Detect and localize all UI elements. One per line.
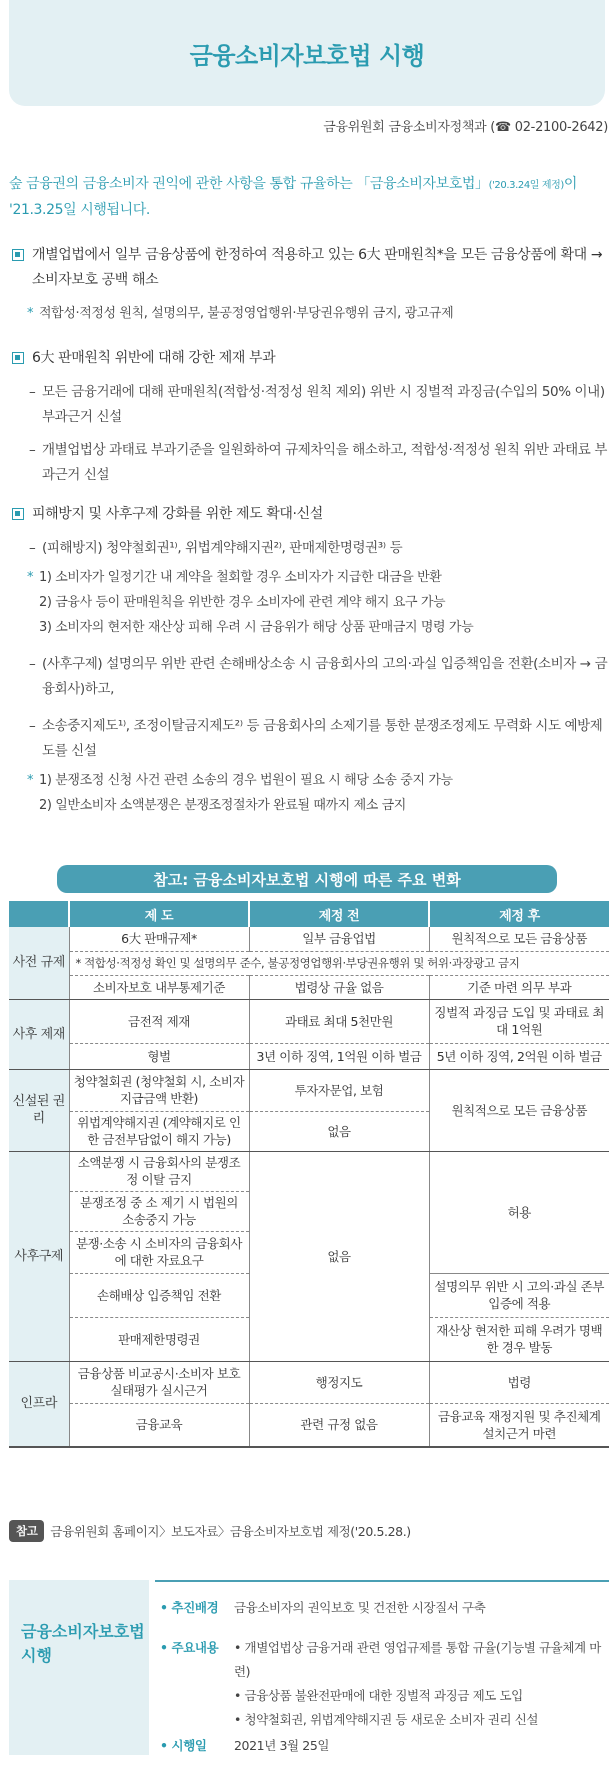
table-cell: 금융교육	[69, 1403, 249, 1447]
table-cell: 없음	[249, 1111, 429, 1151]
table-cell: 법령상 규율 없음	[249, 975, 429, 999]
summary-text: 금융소비자의 권익보호 및 건전한 시장질서 구축	[234, 1600, 486, 1615]
table-cell: 5년 이하 징역, 2억원 이하 벌금	[429, 1043, 609, 1069]
table-cell: 원칙적으로 모든 금융상품	[429, 1069, 609, 1151]
reference-tag: 참고	[9, 1520, 44, 1542]
footnote-text: 3) 소비자의 현저한 재산상 피해 우려 시 금융위가 해당 상품 판매금지 명령 가능	[39, 620, 474, 635]
table-row	[9, 1151, 609, 1191]
table-cell: 일부 금융업법	[249, 927, 429, 951]
table-cell: 관련 규정 없음	[249, 1403, 429, 1447]
lead-text-2: 이 '21.3.25일 시행됩니다.	[9, 176, 577, 218]
footnote-text: 2) 금융사 등이 판매원칙을 위반한 경우 소비자에 관련 계약 해지 요구 가능	[39, 595, 446, 610]
table-cell: 행정지도	[249, 1361, 429, 1403]
dash-item: – 개별업법상 과태료 부과기준을 일원화하여 규제차익을 해소하고, 적합성·적정성 원칙 위반 과태료 부과근거 신설	[9, 438, 609, 488]
section-sanctions	[9, 346, 609, 488]
table-cell: 분쟁조정 중 소 제기 시 법원의 소송중지 가능	[69, 1191, 249, 1231]
footnote	[9, 565, 609, 590]
dash-item-text: 모든 금융거래에 대해 판매원칙(적합성·적정성 원칙 제외) 위반 시 징벌적 과징금(수입의 50% 이내) 부과근거 신설	[42, 384, 605, 425]
footnote	[9, 590, 609, 615]
table-row	[9, 975, 609, 999]
lead-text-1: 숲 금융권의 금융소비자 권익에 관한 사항을 통합 규율하는 「금융소비자보호법」	[9, 176, 489, 192]
table-cell: 기준 마련 의무 부과	[429, 975, 609, 999]
table-caption: 참고: 금융소비자보호법 시행에 따른 주요 변화	[57, 865, 557, 893]
category-cell: 사후 제재	[9, 999, 69, 1069]
square-bullet-icon	[12, 249, 24, 261]
category-cell: 사전 규제	[9, 927, 69, 999]
footnote	[9, 615, 609, 640]
table-cell: 징벌적 과징금 도입 및 과태료 최대 1억원	[429, 999, 609, 1043]
dash-item: – 소송중지제도¹⁾, 조정이탈금지제도²⁾ 등 금융회사의 소제기를 통한 분쟁조정제도 무력화 시도 예방제도를 신설	[9, 714, 609, 764]
table-cell: 재산상 현저한 피해 우려가 명백한 경우 발동	[429, 1317, 609, 1361]
table-row	[9, 927, 609, 951]
square-bullet-icon	[12, 352, 24, 364]
table-cell: 위법계약해지권 (계약해지로 인한 금전부담없이 해지 가능)	[69, 1111, 249, 1151]
category-cell: 인프라	[9, 1361, 69, 1447]
category-cell: 신설된 권리	[9, 1069, 69, 1151]
dash-item-text: 소송중지제도¹⁾, 조정이탈금지제도²⁾ 등 금융회사의 소제기를 통한 분쟁조정제도 무력화 시도 예방제도를 신설	[42, 718, 603, 759]
contact-info: 금융위원회 금융소비자정책과 (☎ 02-2100-2642)	[323, 120, 608, 135]
summary-content-item: • 개별업법상 금융거래 관련 영업규제를 통합 규율(기능별 규율체계 마련)	[234, 1640, 601, 1679]
section-heading-text: 개별업법에서 일부 금융상품에 한정하여 적용하고 있는 6大 판매원칙*을 모든 금융상품에 확대 → 소비자보호 공백 해소	[32, 247, 603, 288]
table-cell: 소액분쟁 시 금융회사의 분쟁조정 이탈 금지	[69, 1151, 249, 1191]
table-cell: 소비자보호 내부통제기준	[69, 975, 249, 999]
summary-content	[160, 1636, 614, 1732]
summary-label: • 추진배경	[160, 1596, 234, 1620]
asterisk-icon: *	[27, 773, 34, 788]
table-cell: 3년 이하 징역, 1억원 이하 벌금	[249, 1043, 429, 1069]
table-note-cell: * 적합성·적정성 확인 및 설명의무 준수, 불공정영업행위·부당권유행위 및 허위·과장광고 금지	[69, 951, 609, 975]
footnote-text: 2) 일반소비자 소액분쟁은 분쟁조정절차가 완료될 때까지 제소 금지	[39, 798, 406, 813]
dash-item: – 모든 금융거래에 대해 판매원칙(적합성·적정성 원칙 제외) 위반 시 징벌적 과징금(수입의 50% 이내) 부과근거 신설	[9, 380, 609, 430]
table-row	[9, 1403, 609, 1447]
source-reference	[9, 1520, 411, 1542]
table-cell: 투자자문업, 보험	[249, 1069, 429, 1111]
table-row	[9, 1361, 609, 1403]
footnote	[9, 793, 609, 818]
section-heading	[9, 243, 609, 293]
summary-divider	[155, 1580, 609, 1582]
table-row	[9, 1069, 609, 1111]
table-row	[9, 951, 609, 975]
table-cell: 형벌	[69, 1043, 249, 1069]
summary-title-box: 금융소비자보호법 시행	[9, 1580, 149, 1755]
source-text: 금융위원회 홈페이지〉보도자료〉금융소비자보호법 제정('20.5.28.)	[50, 1524, 411, 1539]
table-cell: 허용	[429, 1151, 609, 1273]
table-cell: 원칙적으로 모든 금융상품	[429, 927, 609, 951]
footnote	[9, 768, 609, 793]
changes-table	[9, 901, 609, 1448]
section-heading-text: 피해방지 및 사후구제 강화를 위한 제도 확대·신설	[32, 506, 323, 522]
table-cell: 청약철회권 (청약철회 시, 소비자 지급금액 반환)	[69, 1069, 249, 1111]
asterisk-icon: *	[27, 570, 34, 585]
footnote-text: 1) 분쟁조정 신청 사건 관련 소송의 경우 법원이 필요 시 해당 소송 중지 가능	[39, 773, 453, 788]
page-title: 금융소비자보호법 시행	[189, 41, 425, 70]
square-bullet-icon	[12, 508, 24, 520]
section-remedies	[9, 502, 609, 818]
dash-item: – (피해방지) 청약철회권¹⁾, 위법계약해지권²⁾, 판매제한명령권³⁾ 등	[9, 536, 609, 561]
dash-item-text: 개별업법상 과태료 부과기준을 일원화하여 규제차익을 해소하고, 적합성·적정성 원칙 위반 과태료 부과근거 신설	[42, 442, 607, 483]
table-cell: 금전적 제재	[69, 999, 249, 1043]
lead-enact-date: ('20.3.24일 제정)	[488, 180, 564, 191]
lead-paragraph	[9, 172, 609, 223]
table-cell: 손해배상 입증책임 전환	[69, 1273, 249, 1317]
table-cell: 분쟁·소송 시 소비자의 금융회사에 대한 자료요구	[69, 1231, 249, 1273]
header-system: 제 도	[69, 901, 249, 927]
footnote	[9, 301, 609, 326]
section-heading-text: 6大 판매원칙 위반에 대해 강한 제재 부과	[32, 350, 276, 366]
table-row	[9, 1043, 609, 1069]
category-cell: 사후구제	[9, 1151, 69, 1361]
summary-content-list	[234, 1636, 614, 1732]
footnote-text: 1) 소비자가 일정기간 내 계약을 철회할 경우 소비자가 지급한 대금을 반환	[39, 570, 442, 585]
summary-text: 2021년 3월 25일	[234, 1738, 330, 1753]
table-cell: 법령	[429, 1361, 609, 1403]
title-banner	[9, 0, 605, 106]
summary-label: • 시행일	[160, 1734, 234, 1758]
section-heading	[9, 502, 609, 527]
table-cell: 금융상품 비교공시·소비자 보호실태평가 실시근거	[69, 1361, 249, 1403]
table-header-row	[9, 901, 609, 927]
dash-item-text: (사후구제) 설명의무 위반 관련 손해배상소송 시 금융회사의 고의·과실 입증책임을 전환(소비자 → 금융회사)하고,	[42, 656, 608, 697]
table-row	[9, 999, 609, 1043]
summary-content-item: • 금융상품 불완전판매에 대한 징벌적 과징금 제도 도입	[234, 1688, 523, 1703]
table-cell: 6大 판매규제*	[69, 927, 249, 951]
table-cell: 과태료 최대 5천만원	[249, 999, 429, 1043]
section-sales-principles	[9, 243, 609, 326]
header-after: 제정 후	[429, 901, 609, 927]
table-cell: 금융교육 재정지원 및 추진체계 설치근거 마련	[429, 1403, 609, 1447]
dash-item: – (사후구제) 설명의무 위반 관련 손해배상소송 시 금융회사의 고의·과실 입증책임을 전환(소비자 → 금융회사)하고,	[9, 652, 609, 702]
table-cell: 없음	[249, 1151, 429, 1361]
summary-date	[160, 1734, 329, 1758]
summary-background	[160, 1596, 485, 1620]
header-blank	[9, 901, 69, 927]
summary-label: • 주요내용	[160, 1636, 234, 1732]
summary-content-item: • 청약철회권, 위법계약해지권 등 새로운 소비자 권리 신설	[234, 1712, 539, 1727]
table-cell: 판매제한명령권	[69, 1317, 249, 1361]
dash-item-text: (피해방지) 청약철회권¹⁾, 위법계약해지권²⁾, 판매제한명령권³⁾ 등	[42, 540, 403, 556]
table-cell: 설명의무 위반 시 고의·과실 존부 입증에 적용	[429, 1273, 609, 1317]
asterisk-icon: *	[27, 306, 34, 321]
section-heading	[9, 346, 609, 371]
header-before: 제정 전	[249, 901, 429, 927]
footnote-text: 적합성·적정성 원칙, 설명의무, 불공정영업행위·부당권유행위 금지, 광고규제	[39, 306, 454, 321]
